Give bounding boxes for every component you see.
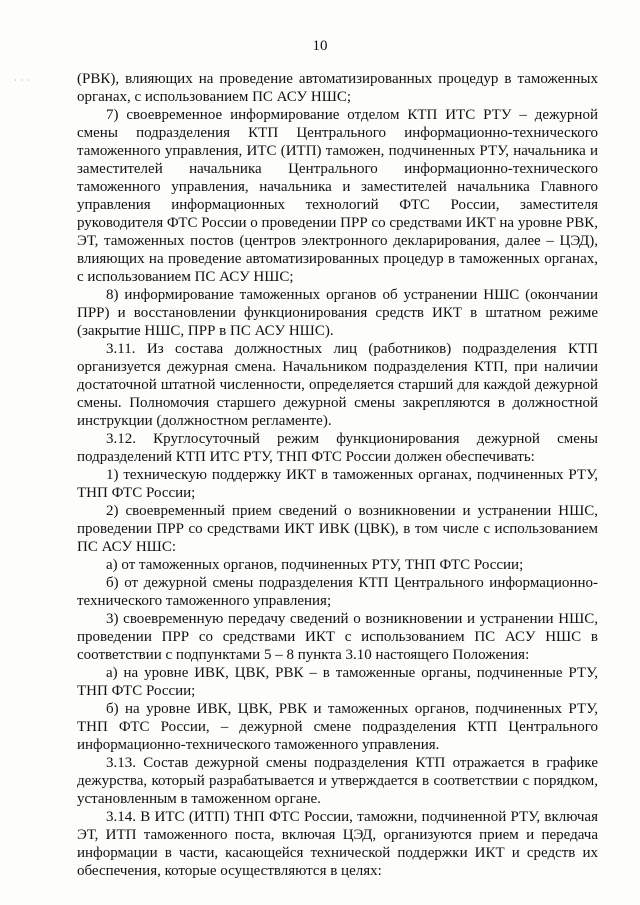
paragraph-3-12-item-3: 3) своевременную передачу сведений о возникновении и устранении НШС, проведении ПРР со средствами ИКТ с использованием ПС АСУ НШС в соответствии с подпунктами 5 – 8 пункта 3.10 настоящего Положения: <box>77 611 598 663</box>
paragraph-3-12-item-2: 2) своевременный прием сведений о возникновении и устранении НШС, проведении ПРР со средствами ИКТ ИВК (ЦВК), в том числе с использованием ПС АСУ НШС: <box>77 503 598 555</box>
paragraph-3-13: 3.13. Состав дежурной смены подразделения КТП отражается в графике дежурства, который разрабатывается и утверждается в соответствии с порядком, установленным в таможенном органе. <box>77 755 598 807</box>
paragraph-item-8: 8) информирование таможенных органов об устранении НШС (окончании ПРР) и восстановлении функционирования средств ИКТ в штатном режиме (закрытие НШС, ПРР в ПС АСУ НШС). <box>77 287 598 339</box>
scan-artifact: · · · <box>14 76 31 85</box>
document-body <box>77 70 598 880</box>
paragraph-3-14: 3.14. В ИТС (ИТП) ТНП ФТС России, таможни, подчиненной РТУ, включая ЭТ, ИТП таможенного поста, включая ЦЭД, организуются прием и передача информации в части, касающейся технической поддержки ИКТ и средств их обеспечения, которые осуществляются в целях: <box>77 809 598 879</box>
paragraph-continuation: (РВК), влияющих на проведение автоматизированных процедур в таможенных органах, с использованием ПС АСУ НШС; <box>77 71 598 105</box>
paragraph-3-12-item-1: 1) техническую поддержку ИКТ в таможенных органах, подчиненных РТУ, ТНП ФТС России; <box>77 467 598 501</box>
paragraph-3-11: 3.11. Из состава должностных лиц (работников) подразделения КТП организуется дежурная смена. Начальником подразделения КТП, при наличии достаточной штатной численности, определяется старший для каждой дежурной смены. Полномочия старшего дежурной смены закрепляются в должностной инструкции (должностном регламенте). <box>77 341 598 429</box>
page-number: 10 <box>312 38 328 54</box>
paragraph-3-12: 3.12. Круглосуточный режим функционирования дежурной смены подразделений КТП ИТС РТУ, ТНП ФТС России должен обеспечивать: <box>77 431 598 465</box>
paragraph-3-12-item-2a: а) от таможенных органов, подчиненных РТУ, ТНП ФТС России; <box>106 557 524 573</box>
paragraph-3-12-item-3b: б) на уровне ИВК, ЦВК, РВК и таможенных органов, подчиненных РТУ, ТНП ФТС России, – дежурной смене подразделения КТП Центрального информационно-технического таможенного управления. <box>77 701 598 753</box>
paragraph-3-12-item-2b: б) от дежурной смены подразделения КТП Центрального информационно-технического таможенного управления; <box>77 575 598 609</box>
paragraph-item-7: 7) своевременное информирование отделом КТП ИТС РТУ – дежурной смены подразделения КТП Центрального информационно-технического таможенного управления, ИТС (ИТП) таможен, подчиненных РТУ, начальника и заместителей начальника Центрального информационно-технического таможенного управления, начальника и заместителей начальника Главного управления информационных технологий ФТС России, заместителя руководителя ФТС России о проведении ПРР со средствами ИКТ на уровне РВК, ЭТ, таможенных постов (центров электронного декларирования, далее – ЦЭД), влияющих на проведение автоматизированных процедур в таможенных органах, с использованием ПС АСУ НШС; <box>77 107 598 285</box>
paragraph-3-12-item-3a: а) на уровне ИВК, ЦВК, РВК – в таможенные органы, подчиненные РТУ, ТНП ФТС России; <box>77 665 598 699</box>
